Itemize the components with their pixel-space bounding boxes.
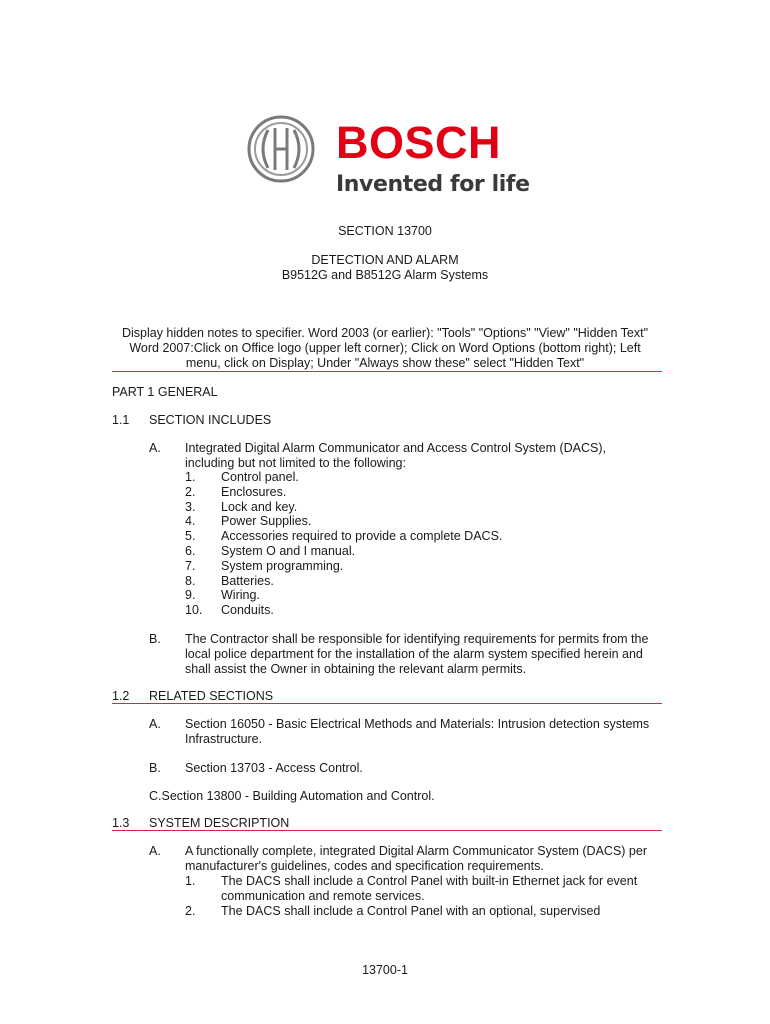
section-1-1-title: SECTION INCLUDES: [149, 413, 272, 427]
brand-tagline: Invented for life: [336, 172, 530, 197]
paragraph-line: Infrastructure.: [185, 732, 263, 746]
list-item-text: Batteries.: [221, 573, 274, 588]
list-item-text: System programming.: [221, 558, 344, 573]
list-number: 5.: [185, 529, 196, 544]
list-number: 10.: [185, 603, 203, 618]
section-1-3-rule: [112, 830, 662, 831]
section-1-1-number: 1.1: [112, 413, 130, 427]
list-item-text: Power Supplies.: [221, 514, 312, 529]
list-number: 1.: [185, 874, 196, 888]
note-line-3: menu, click on Display; Under "Always show these" select "Hidden Text": [185, 356, 585, 370]
section-1-2-rule: [112, 703, 662, 704]
list-number: 3.: [185, 499, 196, 514]
list-number: 7.: [185, 558, 196, 573]
list-number: 8.: [185, 573, 196, 588]
paragraph-line: Integrated Digital Alarm Communicator and Access Control System (DACS),: [185, 441, 606, 455]
list-item-text: Enclosures.: [221, 484, 287, 499]
bosch-armature-icon: [246, 114, 316, 184]
list-number: 6.: [185, 543, 196, 558]
item-marker: B.: [149, 632, 161, 646]
note-line-1: Display hidden notes to specifier. Word 2003 (or earlier): "Tools" "Options" "View" "Hidden Text": [121, 326, 649, 340]
list-item-text: Control panel.: [221, 470, 299, 484]
paragraph-line: including but not limited to the following:: [185, 456, 406, 470]
section-number: SECTION 13700: [338, 224, 432, 238]
paragraph-line: shall assist the Owner in obtaining the relevant alarm permits.: [185, 662, 527, 676]
note-line-2: Word 2007:Click on Office logo (upper left corner); Click on Word Options (bottom right); Left: [129, 341, 641, 355]
paragraph-line: C.Section 13800 - Building Automation and Control.: [149, 789, 435, 803]
paragraph-line: manufacturer's guidelines, codes and specification requirements.: [185, 859, 544, 873]
paragraph-line: Section 16050 - Basic Electrical Methods and Materials: Intrusion detection systems: [185, 717, 650, 731]
section-1-3-number: 1.3: [112, 816, 130, 830]
hidden-text-note: [112, 326, 658, 371]
list-number: 2.: [185, 484, 196, 499]
list-number: 9.: [185, 588, 196, 603]
document-title: DETECTION AND ALARM: [311, 253, 459, 267]
list-number: 4.: [185, 514, 196, 529]
document-subtitle: B9512G and B8512G Alarm Systems: [281, 268, 489, 282]
list-number: 2.: [185, 904, 196, 918]
list-number: 1.: [185, 470, 196, 484]
list-item-text: Wiring.: [221, 588, 260, 603]
item-marker: A.: [149, 717, 161, 731]
section-1-3-title: SYSTEM DESCRIPTION: [149, 816, 290, 830]
paragraph-line: communication and remote services.: [221, 889, 425, 903]
paragraph-line: A functionally complete, integrated Digital Alarm Communicator System (DACS) per: [185, 844, 647, 858]
item-marker: A.: [149, 441, 161, 455]
section-1-2-number: 1.2: [112, 689, 130, 703]
paragraph-line: The DACS shall include a Control Panel with built-in Ethernet jack for event: [221, 874, 638, 888]
page-number: 13700-1: [362, 963, 408, 977]
item-marker: A.: [149, 844, 161, 858]
list-item-text: System O and I manual.: [221, 543, 356, 558]
brand-name: BOSCH: [336, 117, 502, 168]
bosch-logo: [246, 114, 546, 204]
list-item-text: Accessories required to provide a complete DACS.: [221, 529, 503, 544]
hidden-note-rule: [112, 371, 662, 372]
paragraph-line: The Contractor shall be responsible for identifying requirements for permits from the: [185, 632, 649, 646]
section-1-2-title: RELATED SECTIONS: [149, 689, 274, 703]
paragraph-line: The DACS shall include a Control Panel with an optional, supervised: [221, 904, 601, 918]
item-marker: B.: [149, 761, 161, 775]
part-heading: PART 1 GENERAL: [112, 385, 218, 399]
list-item-text: Lock and key.: [221, 499, 298, 514]
paragraph-line: Section 13703 - Access Control.: [185, 761, 363, 775]
paragraph-line: local police department for the installation of the alarm system specified herein and: [185, 647, 643, 661]
list-item-text: Conduits.: [221, 603, 274, 618]
